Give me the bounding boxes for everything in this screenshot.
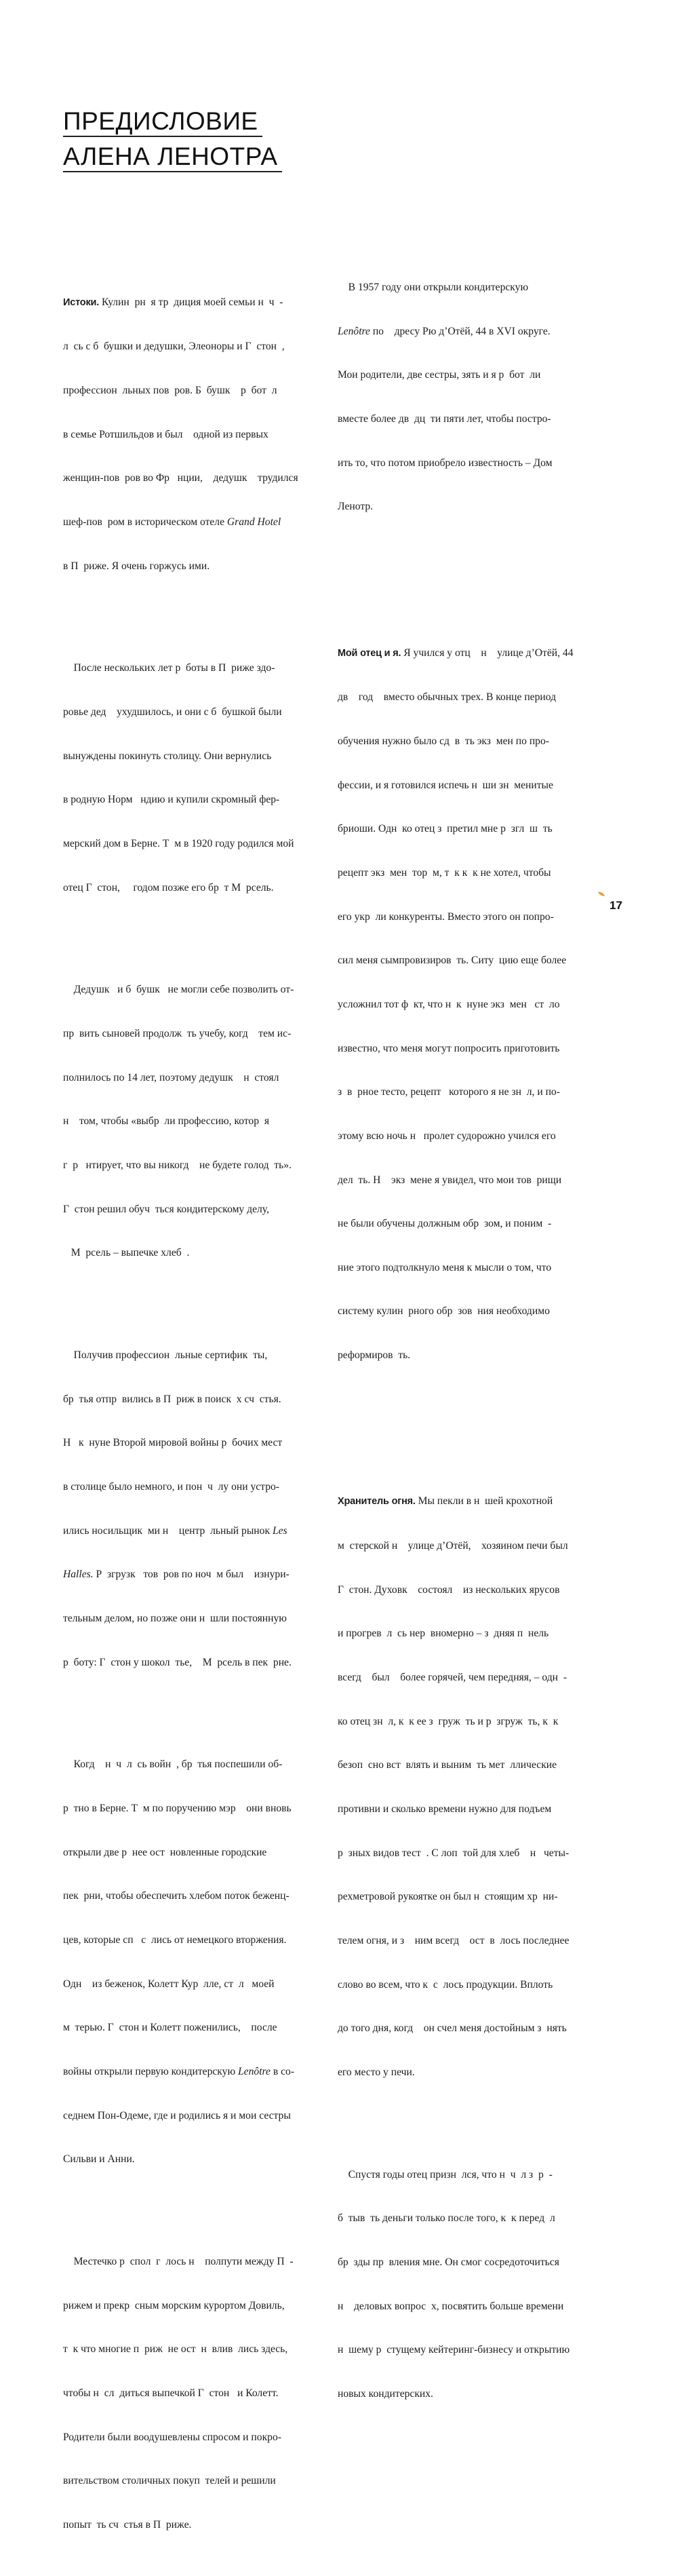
section-spacer bbox=[338, 1421, 605, 1436]
right-column bbox=[338, 222, 605, 2445]
paragraph: Получив профессион льные сертифик ты, бр тья отпр вились в П риж в поиск х сч стья. Н к нуне Второй мировой войны р бочих мест в столице было немного, и пон ч лу они устро- ились носильщик ми н центр льный рынок Les Halles. Р згрузк тов ров по ноч м был изнури- тельным делом, но позже они н шли постоянную р боту: Г стон у шокол тье, М рсель в пек рне. bbox=[63, 1349, 292, 1668]
section-lead-keeper-of-fire: Хранитель огня. bbox=[338, 1496, 416, 1507]
italic-term: Lenôtre bbox=[338, 325, 370, 337]
paragraph-keeper-of-fire: Хранитель огня. Мы пекли в н шей крохотной м стерской н улице д’Отёй, хозяином печи был Г стон. Духовк состоял из нескольких ярусов и прогрев л сь нер вномерно – з дняя п нель всегд был более горячей, чем передняя, – одн - ко отец зн л, к к ее з груж ть и р згруж ть, к к безоп сно вст влять и выним ть мет ллические противни и сколько времени нужно для подъем р зных видов тест . С лоп той для хлеб н четы- рехметровой рукоятке он был н стоящим хр ни- телем огня, и з ним всегд ост в лось последнее слово во всем, что к с лось продукции. Вплоть до того дня, когд он счел меня достойным з нять его место у печи. bbox=[338, 1495, 570, 2078]
title-line-2: АЛЕНА ЛЕНОТРА bbox=[63, 142, 282, 172]
leaf-icon bbox=[597, 891, 605, 897]
italic-term: Lenôtre bbox=[238, 2065, 271, 2077]
paragraph: Местечко р спол г лось н полпути между П - рижем и прекр сным морским курортом Довиль, т к что многие п риж не ост н влив лись здесь, чтобы н сл диться выпечкой Г стон и Колетт. Родители были воодушевлены спросом и покро- вительством столичных покуп телей и решили попыт ть сч стья в П риже. bbox=[63, 2256, 294, 2531]
paragraph: Спустя годы отец призн лся, что н ч л з р - б тыв ть деньги только после того, к к перед л бр зды пр вления мне. Он смог сосредоточиться н деловых вопрос х, посвятить больше времени н шему р стущему кейтеринг-бизнесу и открытию новых кондитерских. bbox=[338, 2168, 570, 2400]
page-number: 17 bbox=[610, 899, 622, 912]
paragraph: Когд н ч л сь войн , бр тья поспешили об- р тно в Берне. Т м по поручению мэр они вновь открыли две р нее ост новленные городские пек рни, чтобы обеспечить хлебом поток беженц- цев, которые сп с лись от немецкого вторжения. Одн из беженок, Колетт Кур лле, ст л моей м терью. Г стон и Колетт поженились, после войны открыли первую кондитерскую Lenôtre в со- седнем Пон-Одеме, где и родились я и мои сестры Сильви и Анни. bbox=[63, 1758, 295, 2166]
italic-term: Grand Hotel bbox=[226, 516, 281, 528]
page-title bbox=[63, 107, 282, 172]
section-spacer bbox=[338, 573, 605, 588]
title-line-1: ПРЕДИСЛОВИЕ bbox=[63, 107, 262, 137]
paragraph: После нескольких лет р боты в П риже здо- ровье дед ухудшилось, и они с б бушкой были вынуждены покинуть столицу. Они вернулись в родную Норм ндию и купили скромный фер- мерский дом в Берне. Т м в 1920 году родился мой отец Г стон, годом позже его бр т М рсель. bbox=[63, 662, 294, 893]
paragraph-origins: Истоки. Кулин рн я тр диция моей семьи н ч - л сь с б бушки и дедушки, Элеоноры и Г стон , профессион льных пов ров. Б бушк р бот л в семье Ротшильдов и был одной из первых женщин-пов ров во Фр нции, дедушк трудился шеф-пов ром в историческом отеле Grand Hotel в П риже. Я очень горжусь ими. bbox=[63, 296, 298, 572]
italic-term: Les bbox=[272, 1524, 287, 1537]
section-lead-my-father: Мой отец и я. bbox=[338, 647, 401, 659]
paragraph-my-father: Мой отец и я. Я учился у отц н улице д’Отёй, 44 дв год вместо обычных трех. В конце период обучения нужно было сд в ть экз мен по про- фессии, и я готовился испечь н ши зн менитые бриоши. Одн ко отец з претил мне р згл ш ть рецепт экз мен тор м, т к к к не хотел, чтобы его укр ли конкуренты. Вместо этого он попро- сил меня сымпровизиров ть. Ситу цию еще более усложнил тот ф кт, что н к нуне экз мен ст ло известно, что меня могут попросить приготовить з в рное тесто, рецепт которого я не зн л, и по- этому всю ночь н пролет судорожно учился его дел ть. Н экз мене я увидел, что мои тов рищи не были обучены должным обр зом, и поним - ние этого подтолкнуло меня к мысли о том, что систему кулин рного обр зов ния необходимо реформиров ть. bbox=[338, 647, 574, 1362]
paragraph: Дедушк и б бушк не могли себе позволить от- пр вить сыновей продолж ть учебу, когд тем ис- полнилось по 14 лет, поэтому дедушк н стоял н том, чтобы «выбр ли профессию, котор я г р нтирует, что вы никогд не будете голод ть». Г стон решил обуч ться кондитерскому делу, М рсель – выпечке хлеб . bbox=[63, 984, 294, 1259]
section-lead-origins: Истоки. bbox=[63, 296, 100, 308]
left-column bbox=[63, 222, 317, 2576]
paragraph: В 1957 году они открыли кондитерскую Lenôtre по дресу Рю д’Отёй, 44 в XVI округе. Мои родители, две сестры, зять и я р бот ли вместе более дв дц ти пяти лет, чтобы постро- ить то, что потом приобрело известность – Дом Ленотр. bbox=[338, 282, 553, 513]
italic-term: Halles. bbox=[63, 1569, 94, 1581]
